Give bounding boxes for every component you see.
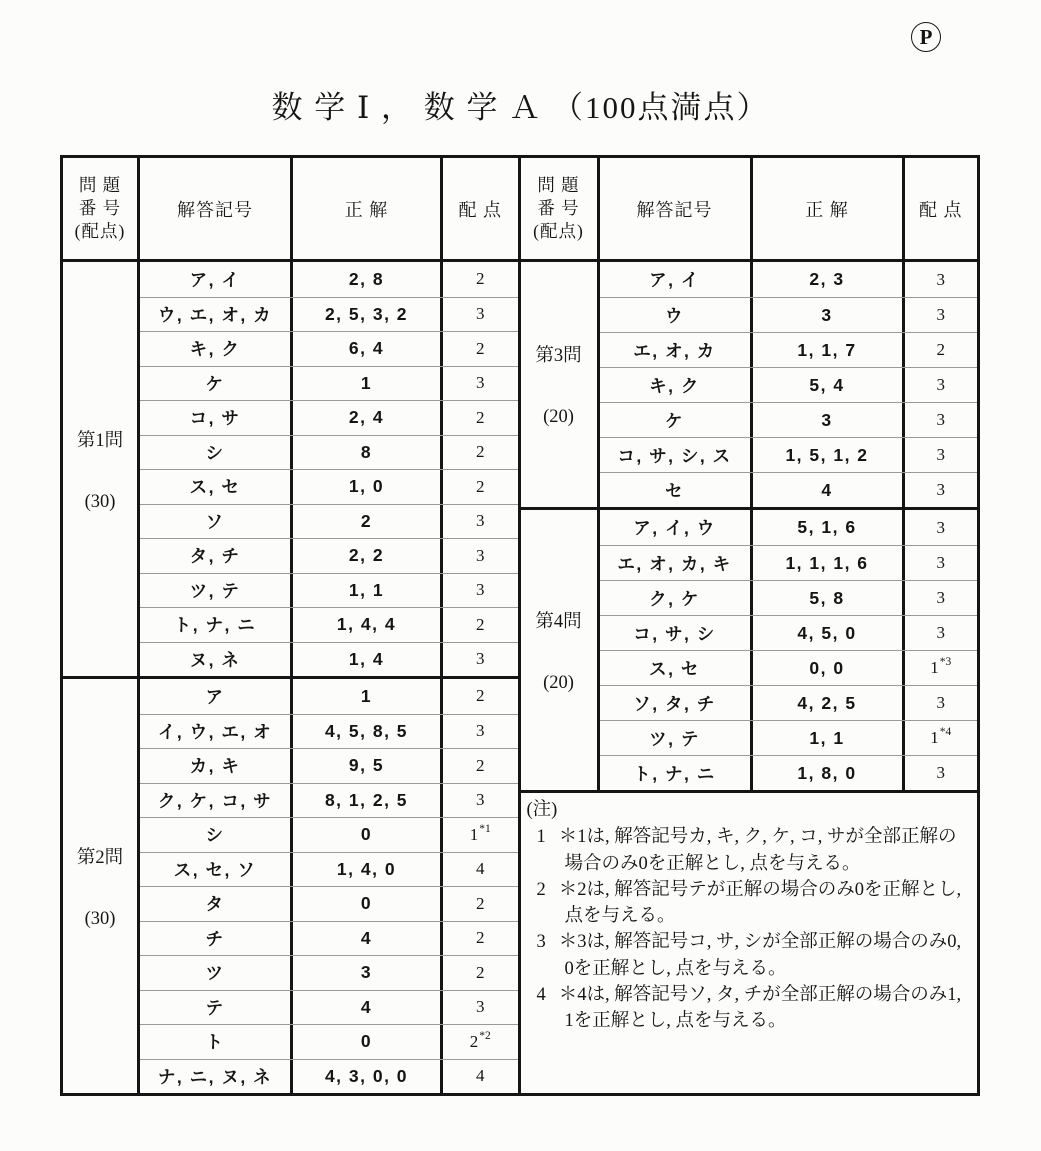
answer-rows [600, 510, 978, 790]
correct-answer-cell: 6, 4 [293, 332, 443, 366]
points-value: 3 [476, 580, 485, 600]
points-value: 3 [476, 649, 485, 669]
correct-answer-cell: 3 [753, 298, 905, 332]
circled-p-marker [911, 22, 941, 52]
points-value: 2 [476, 338, 485, 358]
points-value: 2 [476, 755, 485, 775]
correct-answer-cell: 1 [293, 679, 443, 714]
points-cell [905, 510, 978, 545]
question-header-line: (配点) [533, 221, 584, 242]
column-header-answer-symbol: 解答記号 [140, 158, 293, 259]
answer-symbol-cell: タ [140, 887, 293, 921]
points-value: 2 [476, 962, 485, 982]
table-row [600, 580, 978, 615]
table-left-half [63, 158, 521, 1093]
marker-letter: P [919, 24, 933, 49]
answer-symbol-cell: ソ, タ, チ [600, 686, 753, 720]
points-cell [443, 574, 518, 608]
table-row [140, 990, 518, 1025]
points-cell [443, 643, 518, 677]
correct-answer-cell: 1 [293, 367, 443, 401]
table-row [140, 714, 518, 749]
answer-symbol-cell: エ, オ, カ, キ [600, 546, 753, 580]
points-value: 2 [476, 928, 485, 948]
left-header-row [63, 158, 518, 262]
table-row [600, 545, 978, 580]
page-title: 数 学 Ⅰ ， 数 学 Ａ （100点満点） [271, 90, 770, 125]
points-value: 4 [476, 1066, 485, 1086]
note-number: 3 [536, 932, 546, 953]
points-superscript: *1 [479, 822, 491, 835]
points-superscript: *4 [939, 726, 952, 738]
points-cell [443, 922, 518, 956]
note-text: ＊1は, 解答記号カ, キ, ク, ケ, コ, サが全部正解の場合のみ0を正解とし, 点を与える。 [558, 827, 957, 874]
correct-answer-cell: 8 [293, 436, 443, 470]
correct-answer-cell: 2, 5, 3, 2 [293, 298, 443, 332]
answer-symbol-cell: ト, ナ, ニ [140, 608, 293, 642]
points-value: 3 [936, 623, 945, 642]
answer-symbol-cell: イ, ウ, エ, オ [140, 715, 293, 749]
correct-answer-cell: 2, 8 [293, 262, 443, 297]
table-row [140, 366, 518, 401]
question-label: 第3問 [535, 346, 582, 366]
points-cell [443, 470, 518, 504]
notes-list [527, 824, 970, 1034]
points-cell [443, 887, 518, 921]
table-row [140, 607, 518, 642]
answer-symbol-cell: ツ [140, 956, 293, 990]
question-label: 第4問 [535, 611, 582, 632]
answer-symbol-cell: ス, セ, ソ [140, 853, 293, 887]
notes-section [521, 790, 978, 1093]
right-table-body [521, 262, 978, 790]
points-cell [905, 298, 978, 332]
answer-symbol-cell: ウ [600, 298, 753, 332]
answer-rows [140, 262, 518, 676]
answer-symbol-cell: キ, ク [140, 332, 293, 366]
column-header-points: 配 点 [458, 199, 502, 220]
points-cell [443, 505, 518, 539]
note-number: 1 [536, 827, 546, 848]
points-cell [905, 262, 978, 297]
answer-symbol-cell: ア [140, 679, 293, 714]
table-row [140, 817, 518, 852]
correct-answer-cell: 4, 3, 0, 0 [293, 1060, 443, 1094]
correct-answer-cell: 4, 5, 8, 5 [293, 715, 443, 749]
answer-symbol-cell: コ, サ [140, 401, 293, 435]
points-value: 3 [936, 553, 945, 572]
answer-symbol-cell: ソ [140, 505, 293, 539]
table-row [600, 262, 978, 297]
correct-answer-cell: 3 [753, 403, 905, 437]
table-row [140, 1059, 518, 1094]
answer-symbol-cell: ク, ケ [600, 581, 753, 615]
answer-symbol-cell: ト, ナ, ニ [600, 756, 753, 790]
points-cell [443, 332, 518, 366]
points-cell [443, 956, 518, 990]
answer-symbol-cell: キ, ク [600, 368, 753, 402]
note-number: 4 [536, 984, 546, 1005]
points-value: 3 [476, 997, 485, 1017]
question-block [521, 262, 978, 507]
correct-answer-cell: 1, 1, 1, 6 [753, 546, 905, 580]
table-row [600, 720, 978, 755]
note-item [527, 877, 970, 930]
correct-answer-cell: 1, 4 [293, 643, 443, 677]
points-value: 4 [476, 859, 485, 879]
points-cell [905, 438, 978, 472]
points-value: 2 [476, 407, 485, 427]
points-value: 2 [476, 893, 485, 913]
points-cell [443, 1025, 518, 1059]
correct-answer-cell: 1, 5, 1, 2 [753, 438, 905, 472]
answer-symbol-cell: ク, ケ, コ, サ [140, 784, 293, 818]
question-block [63, 262, 518, 676]
answer-symbol-cell: ア, イ [600, 262, 753, 297]
answer-symbol-cell: ア, イ [140, 262, 293, 297]
points-cell [443, 262, 518, 297]
answer-symbol-cell: ト [140, 1025, 293, 1059]
question-number-cell [63, 262, 140, 676]
table-row [600, 685, 978, 720]
points-value: 1 [469, 824, 479, 844]
answer-symbol-cell: チ [140, 922, 293, 956]
points-cell [905, 651, 978, 685]
table-row [600, 297, 978, 332]
correct-answer-cell: 5, 4 [753, 368, 905, 402]
table-row [140, 297, 518, 332]
correct-answer-cell: 2 [293, 505, 443, 539]
note-item [527, 929, 970, 982]
question-number-cell [521, 262, 600, 507]
column-header-question-number [521, 158, 600, 259]
points-cell [443, 608, 518, 642]
correct-answer-cell: 1, 0 [293, 470, 443, 504]
table-row [140, 262, 518, 297]
points-cell [443, 679, 518, 714]
answer-rows [140, 679, 518, 1093]
question-header-line: 番 号 [537, 197, 580, 218]
points-value: 3 [936, 305, 945, 324]
correct-answer-cell: 5, 8 [753, 581, 905, 615]
correct-answer-cell: 2, 2 [293, 539, 443, 573]
question-block [521, 507, 978, 790]
table-row [600, 615, 978, 650]
points-cell [443, 298, 518, 332]
points-value: 2 [476, 686, 485, 706]
points-value: 3 [936, 445, 945, 464]
points-value: 3 [936, 588, 945, 607]
right-header-row [521, 158, 978, 262]
answer-symbol-cell: ス, セ [140, 470, 293, 504]
table-row [600, 402, 978, 437]
points-cell [905, 473, 978, 507]
correct-answer-cell: 1, 8, 0 [753, 756, 905, 790]
points-value: 3 [936, 480, 945, 499]
answer-symbol-cell: ツ, テ [140, 574, 293, 608]
points-value: 2 [476, 476, 485, 496]
table-row [600, 510, 978, 545]
points-value: 3 [476, 304, 485, 324]
points-cell [905, 756, 978, 790]
note-text: ＊3は, 解答記号コ, サ, シが全部正解の場合のみ0, 0を正解とし, 点を与える。 [558, 932, 962, 979]
note-text: ＊4は, 解答記号ソ, タ, チが全部正解の場合のみ1, 1を正解とし, 点を与える。 [558, 984, 962, 1032]
points-value: 3 [936, 375, 945, 394]
points-cell [443, 749, 518, 783]
question-block [63, 676, 518, 1093]
note-text: ＊2は, 解答記号テが正解の場合のみ0を正解とし, 点を与える。 [558, 879, 962, 927]
points-cell [443, 853, 518, 887]
points-value: 3 [476, 373, 485, 393]
column-header-correct-answer: 正 解 [293, 158, 443, 259]
question-points-label: (20) [543, 407, 574, 427]
correct-answer-cell: 4 [753, 473, 905, 507]
correct-answer-cell: 9, 5 [293, 749, 443, 783]
points-cell [443, 715, 518, 749]
points-cell [905, 368, 978, 402]
question-header-line: 問 題 [537, 174, 580, 195]
points-cell [905, 333, 978, 367]
points-value: 3 [476, 790, 485, 810]
table-row [140, 955, 518, 990]
points-value: 3 [936, 269, 945, 289]
points-value: 1 [930, 658, 939, 677]
table-row [140, 748, 518, 783]
table-row [140, 538, 518, 573]
note-item [527, 824, 970, 877]
answer-symbol-cell: ケ [140, 367, 293, 401]
correct-answer-cell: 1, 4, 4 [293, 608, 443, 642]
points-value: 2 [469, 1031, 479, 1051]
answer-symbol-cell: ヌ, ネ [140, 643, 293, 677]
table-row [140, 852, 518, 887]
question-label: 第2問 [76, 847, 124, 868]
answer-symbol-cell: ナ, ニ, ヌ, ネ [140, 1060, 293, 1094]
points-value: 3 [476, 511, 485, 531]
points-cell [443, 539, 518, 573]
table-row [140, 642, 518, 677]
correct-answer-cell: 1, 1 [753, 721, 905, 755]
points-cell [443, 436, 518, 470]
table-row [600, 332, 978, 367]
answer-symbol-cell: コ, サ, シ [600, 616, 753, 650]
correct-answer-cell: 1, 4, 0 [293, 853, 443, 887]
answer-symbol-cell: タ, チ [140, 539, 293, 573]
table-row [140, 783, 518, 818]
answer-rows [600, 262, 978, 507]
table-row [600, 437, 978, 472]
answer-symbol-cell: ケ [600, 403, 753, 437]
table-row [600, 472, 978, 507]
question-header-line: (配点) [74, 221, 126, 242]
points-value: 2 [476, 269, 485, 289]
points-value: 2 [476, 614, 485, 634]
points-value: 2 [936, 340, 945, 359]
answer-symbol-cell: テ [140, 991, 293, 1025]
correct-answer-cell: 2, 3 [753, 262, 905, 297]
question-header-line: 問 題 [78, 174, 122, 195]
notes-title: (注) [526, 800, 558, 820]
points-value: 2 [476, 442, 485, 462]
answer-symbol-cell: コ, サ, シ, ス [600, 438, 753, 472]
table-row [140, 573, 518, 608]
correct-answer-cell: 1, 1 [293, 574, 443, 608]
points-value: 3 [476, 545, 485, 565]
table-row [140, 1024, 518, 1059]
correct-answer-cell: 4, 5, 0 [753, 616, 905, 650]
table-row [140, 400, 518, 435]
points-value: 3 [476, 721, 485, 741]
column-header-points: 配 点 [919, 199, 963, 220]
correct-answer-cell: 0 [293, 818, 443, 852]
correct-answer-cell: 3 [293, 956, 443, 990]
question-header-line: 番 号 [78, 197, 122, 218]
answer-symbol-cell: シ [140, 818, 293, 852]
table-row [140, 469, 518, 504]
points-cell [905, 581, 978, 615]
points-cell [443, 1060, 518, 1094]
answer-symbol-cell: シ [140, 436, 293, 470]
table-row [140, 886, 518, 921]
answer-symbol-cell: ス, セ [600, 651, 753, 685]
points-superscript: *3 [939, 656, 952, 668]
answer-symbol-cell: カ, キ [140, 749, 293, 783]
points-value: 3 [936, 693, 945, 712]
points-value: 3 [936, 763, 945, 782]
points-cell [905, 403, 978, 437]
answer-symbol-cell: ア, イ, ウ [600, 510, 753, 545]
table-row [600, 650, 978, 685]
points-value: 3 [936, 517, 945, 537]
question-points-label: (30) [84, 908, 116, 929]
points-cell [443, 818, 518, 852]
correct-answer-cell: 2, 4 [293, 401, 443, 435]
table-row [140, 331, 518, 366]
answer-symbol-cell: ツ, テ [600, 721, 753, 755]
points-value: 3 [936, 410, 945, 429]
answer-symbol-cell: ウ, エ, オ, カ [140, 298, 293, 332]
column-header-correct-answer: 正 解 [753, 158, 905, 259]
column-header-answer-symbol: 解答記号 [600, 158, 753, 259]
table-row [600, 755, 978, 790]
correct-answer-cell: 4, 2, 5 [753, 686, 905, 720]
question-number-cell [521, 510, 600, 790]
points-cell [443, 784, 518, 818]
points-cell [443, 367, 518, 401]
points-cell [443, 401, 518, 435]
points-value: 1 [930, 728, 939, 747]
answer-symbol-cell: セ [600, 473, 753, 507]
column-header-question-number [63, 158, 140, 259]
points-superscript: *2 [479, 1029, 491, 1042]
table-row [140, 435, 518, 470]
points-cell [443, 991, 518, 1025]
table-row [140, 679, 518, 714]
question-points-label: (20) [543, 672, 574, 693]
correct-answer-cell: 5, 1, 6 [753, 510, 905, 545]
points-cell [905, 546, 978, 580]
correct-answer-cell: 0, 0 [753, 651, 905, 685]
answer-symbol-cell: エ, オ, カ [600, 333, 753, 367]
table-row [140, 921, 518, 956]
table-row [140, 504, 518, 539]
table-row [600, 367, 978, 402]
table-right-half [521, 158, 978, 1093]
correct-answer-cell: 4 [293, 922, 443, 956]
correct-answer-cell: 1, 1, 7 [753, 333, 905, 367]
answer-key-table [60, 155, 980, 1096]
correct-answer-cell: 4 [293, 991, 443, 1025]
correct-answer-cell: 8, 1, 2, 5 [293, 784, 443, 818]
points-cell [905, 721, 978, 755]
points-cell [905, 686, 978, 720]
question-points-label: (30) [84, 491, 116, 512]
left-table-body [63, 262, 518, 1093]
correct-answer-cell: 0 [293, 1025, 443, 1059]
question-number-cell [63, 679, 140, 1093]
note-number: 2 [536, 879, 546, 900]
correct-answer-cell: 0 [293, 887, 443, 921]
points-cell [905, 616, 978, 650]
question-label: 第1問 [76, 430, 124, 451]
note-item [527, 982, 970, 1035]
